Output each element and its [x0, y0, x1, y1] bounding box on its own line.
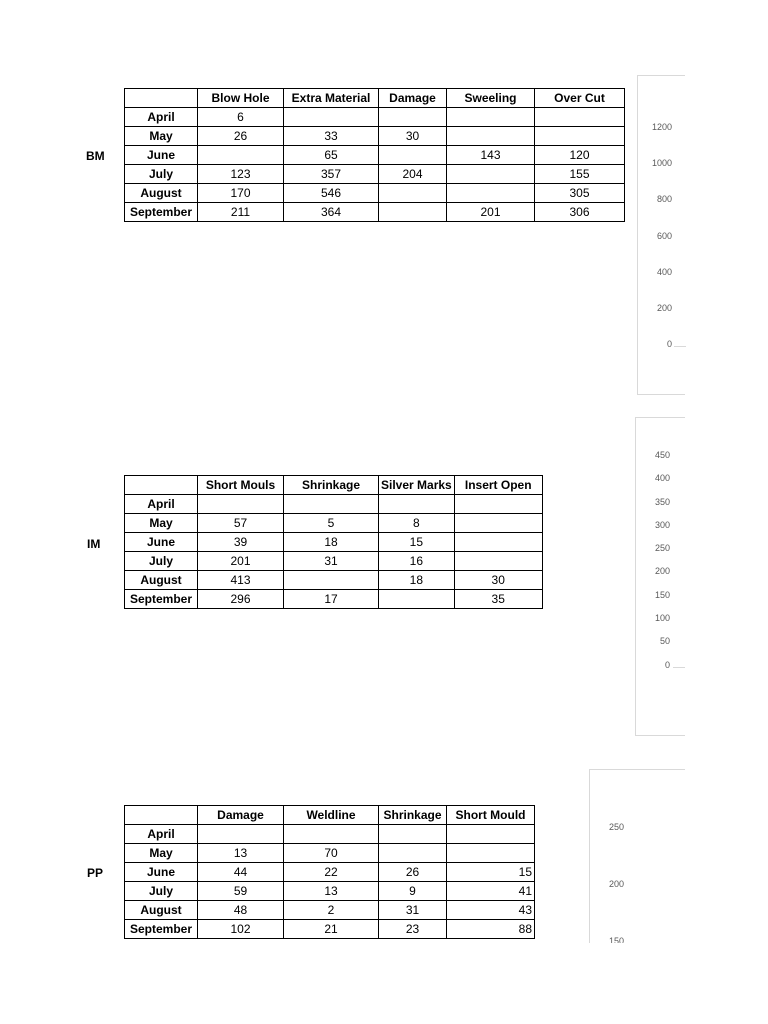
im-defects-table	[124, 475, 543, 609]
table-row	[125, 571, 543, 590]
month-cell: August	[125, 901, 198, 920]
value-cell	[447, 844, 535, 863]
axis-tick-label: 150	[654, 590, 670, 600]
month-cell: September	[125, 203, 198, 222]
value-cell	[454, 514, 542, 533]
table-row	[125, 495, 543, 514]
value-cell: 44	[198, 863, 284, 882]
value-cell	[447, 825, 535, 844]
value-cell: 15	[447, 863, 535, 882]
month-cell: April	[125, 108, 198, 127]
value-cell: 41	[447, 882, 535, 901]
value-cell: 306	[535, 203, 625, 222]
axis-tick-label: 400	[656, 267, 672, 277]
value-cell	[284, 108, 379, 127]
month-cell: August	[125, 571, 198, 590]
value-cell: 33	[284, 127, 379, 146]
axis-tick-label: 600	[656, 231, 672, 241]
value-cell: 211	[198, 203, 284, 222]
table-row	[125, 533, 543, 552]
value-cell: 17	[284, 590, 379, 609]
value-cell: 170	[198, 184, 284, 203]
value-cell: 143	[447, 146, 535, 165]
axis-baseline	[674, 346, 686, 347]
value-cell: 201	[447, 203, 535, 222]
axis-tick-label: 0	[666, 339, 672, 349]
value-cell	[284, 495, 379, 514]
table-row	[125, 590, 543, 609]
section-label-pp: PP	[87, 866, 104, 880]
value-cell: 8	[379, 514, 455, 533]
value-cell: 26	[379, 863, 447, 882]
axis-tick-label: 100	[654, 613, 670, 623]
value-cell: 48	[198, 901, 284, 920]
value-cell: 15	[379, 533, 455, 552]
value-cell	[284, 825, 379, 844]
pp-defects-table	[124, 805, 535, 939]
month-cell: May	[125, 844, 198, 863]
value-cell: 21	[284, 920, 379, 939]
value-cell: 31	[284, 552, 379, 571]
month-cell: April	[125, 495, 198, 514]
value-cell: 30	[379, 127, 447, 146]
axis-tick-label: 0	[664, 660, 670, 670]
table-row	[125, 165, 625, 184]
month-cell: April	[125, 825, 198, 844]
axis-tick-label: 200	[654, 566, 670, 576]
value-cell	[198, 146, 284, 165]
value-cell: 88	[447, 920, 535, 939]
value-cell	[379, 844, 447, 863]
month-cell: May	[125, 127, 198, 146]
value-cell	[447, 108, 535, 127]
value-cell: 305	[535, 184, 625, 203]
value-cell: 9	[379, 882, 447, 901]
bm-defects-table	[124, 88, 625, 222]
table-row	[125, 184, 625, 203]
value-cell: 59	[198, 882, 284, 901]
value-cell: 364	[284, 203, 379, 222]
header-cell: Blow Hole	[198, 89, 284, 108]
month-cell: September	[125, 920, 198, 939]
table-row	[125, 552, 543, 571]
value-cell: 123	[198, 165, 284, 184]
axis-tick-label: 450	[654, 450, 670, 460]
axis-tick-label: 200	[608, 879, 624, 889]
value-cell	[535, 108, 625, 127]
value-cell: 2	[284, 901, 379, 920]
value-cell	[447, 127, 535, 146]
table-row	[125, 863, 535, 882]
value-cell	[284, 571, 379, 590]
month-cell: June	[125, 146, 198, 165]
header-cell: Weldline	[284, 806, 379, 825]
header-cell: Sweeling	[447, 89, 535, 108]
value-cell: 18	[379, 571, 455, 590]
value-cell	[454, 495, 542, 514]
table-row	[125, 146, 625, 165]
value-cell: 35	[454, 590, 542, 609]
value-cell: 57	[198, 514, 284, 533]
table-row	[125, 882, 535, 901]
value-cell: 546	[284, 184, 379, 203]
axis-tick-label: 1200	[651, 122, 672, 132]
value-cell: 23	[379, 920, 447, 939]
value-cell	[454, 552, 542, 571]
month-cell: May	[125, 514, 198, 533]
axis-tick-label: 250	[608, 822, 624, 832]
table-row	[125, 127, 625, 146]
value-cell: 413	[198, 571, 284, 590]
header-cell: Short Mouls	[198, 476, 284, 495]
value-cell: 43	[447, 901, 535, 920]
value-cell	[454, 533, 542, 552]
value-cell: 22	[284, 863, 379, 882]
table-header-row	[125, 476, 543, 495]
bm-chart-area	[637, 75, 685, 395]
table-row	[125, 514, 543, 533]
header-cell: Short Mould	[447, 806, 535, 825]
value-cell: 26	[198, 127, 284, 146]
axis-tick-label: 400	[654, 473, 670, 483]
im-chart-area	[635, 417, 685, 736]
axis-tick-label: 150	[608, 936, 624, 943]
month-cell: June	[125, 863, 198, 882]
value-cell	[379, 825, 447, 844]
table-row	[125, 920, 535, 939]
value-cell	[379, 590, 455, 609]
axis-tick-label: 1000	[651, 158, 672, 168]
value-cell: 70	[284, 844, 379, 863]
axis-tick-label: 800	[656, 194, 672, 204]
month-cell: July	[125, 165, 198, 184]
header-cell	[125, 89, 198, 108]
value-cell: 120	[535, 146, 625, 165]
value-cell: 13	[198, 844, 284, 863]
month-cell: July	[125, 882, 198, 901]
header-cell: Damage	[379, 89, 447, 108]
value-cell	[379, 495, 455, 514]
axis-tick-label: 350	[654, 497, 670, 507]
header-cell: Silver Marks	[379, 476, 455, 495]
section-label-im: IM	[87, 537, 101, 551]
value-cell: 155	[535, 165, 625, 184]
table-header-row	[125, 806, 535, 825]
value-cell	[447, 184, 535, 203]
header-cell: Insert Open	[454, 476, 542, 495]
value-cell: 201	[198, 552, 284, 571]
header-cell	[125, 476, 198, 495]
header-cell: Shrinkage	[284, 476, 379, 495]
value-cell: 13	[284, 882, 379, 901]
value-cell: 204	[379, 165, 447, 184]
table-header-row	[125, 89, 625, 108]
axis-baseline	[673, 667, 685, 668]
table-row	[125, 108, 625, 127]
value-cell: 6	[198, 108, 284, 127]
value-cell	[198, 825, 284, 844]
month-cell: August	[125, 184, 198, 203]
header-cell	[125, 806, 198, 825]
value-cell	[447, 165, 535, 184]
value-cell: 5	[284, 514, 379, 533]
pp-chart-area	[589, 769, 685, 943]
value-cell	[198, 495, 284, 514]
section-label-bm: BM	[86, 149, 105, 163]
axis-tick-label: 50	[659, 636, 670, 646]
month-cell: June	[125, 533, 198, 552]
axis-tick-label: 250	[654, 543, 670, 553]
value-cell	[379, 184, 447, 203]
table-row	[125, 844, 535, 863]
value-cell	[379, 203, 447, 222]
value-cell: 18	[284, 533, 379, 552]
axis-tick-label: 300	[654, 520, 670, 530]
value-cell: 296	[198, 590, 284, 609]
value-cell: 357	[284, 165, 379, 184]
value-cell: 31	[379, 901, 447, 920]
month-cell: July	[125, 552, 198, 571]
axis-tick-label: 200	[656, 303, 672, 313]
month-cell: September	[125, 590, 198, 609]
value-cell	[379, 108, 447, 127]
header-cell: Damage	[198, 806, 284, 825]
value-cell	[535, 127, 625, 146]
value-cell: 39	[198, 533, 284, 552]
table-row	[125, 901, 535, 920]
value-cell	[379, 146, 447, 165]
table-row	[125, 825, 535, 844]
value-cell: 16	[379, 552, 455, 571]
value-cell: 102	[198, 920, 284, 939]
table-row	[125, 203, 625, 222]
header-cell: Extra Material	[284, 89, 379, 108]
value-cell: 65	[284, 146, 379, 165]
value-cell: 30	[454, 571, 542, 590]
header-cell: Shrinkage	[379, 806, 447, 825]
header-cell: Over Cut	[535, 89, 625, 108]
